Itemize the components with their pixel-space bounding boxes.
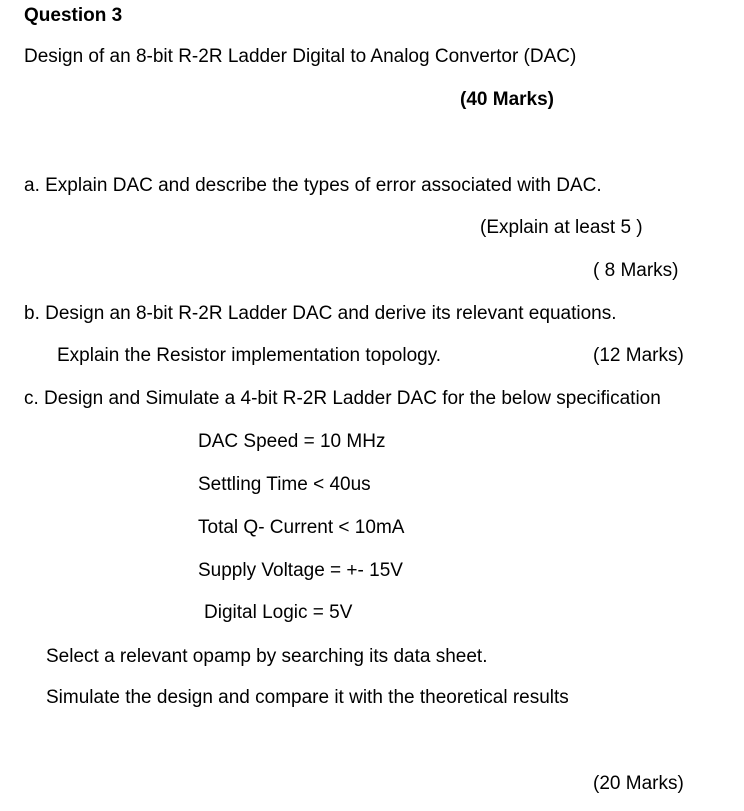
spec-dac-speed: DAC Speed = 10 MHz: [198, 431, 386, 452]
spec-settling-time: Settling Time < 40us: [198, 474, 371, 495]
part-b-marks: (12 Marks): [593, 345, 684, 366]
part-c-instruction-2: Simulate the design and compare it with the theoretical results: [46, 687, 569, 708]
question-title: Question 3: [24, 5, 123, 26]
spec-supply-voltage: Supply Voltage = +- 15V: [198, 560, 403, 581]
total-marks: (40 Marks): [460, 89, 554, 110]
spec-digital-logic: Digital Logic = 5V: [204, 602, 353, 623]
part-a-note: (Explain at least 5 ): [480, 217, 643, 238]
part-a-text: a. Explain DAC and describe the types of error associated with DAC.: [24, 175, 602, 196]
part-b-text: b. Design an 8-bit R-2R Ladder DAC and derive its relevant equations.: [24, 303, 617, 324]
part-a-marks: ( 8 Marks): [593, 260, 679, 281]
part-c-marks: (20 Marks): [593, 773, 684, 794]
part-c-text: c. Design and Simulate a 4-bit R-2R Ladder DAC for the below specification: [24, 388, 661, 409]
question-subtitle: Design of an 8-bit R-2R Ladder Digital to Analog Convertor (DAC): [24, 46, 577, 67]
spec-q-current: Total Q- Current < 10mA: [198, 517, 405, 538]
part-c-instruction-1: Select a relevant opamp by searching its data sheet.: [46, 646, 488, 667]
part-b-subtext: Explain the Resistor implementation topology.: [57, 345, 442, 366]
